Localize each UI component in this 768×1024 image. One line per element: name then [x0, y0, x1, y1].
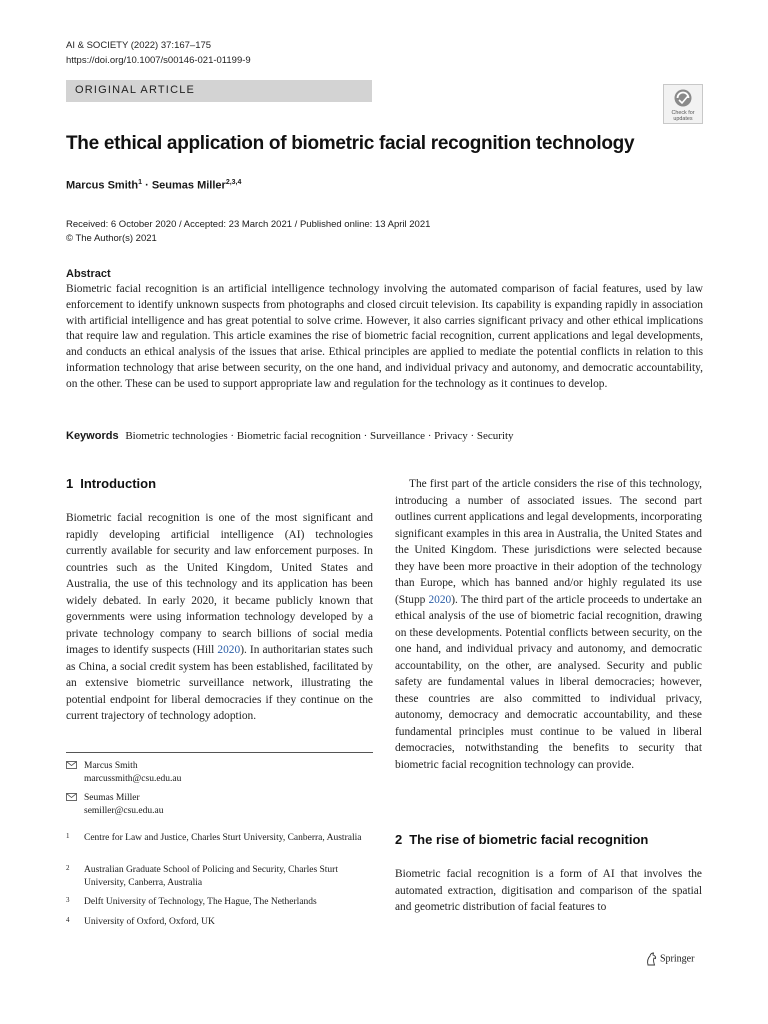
intro-paragraph	[66, 510, 373, 725]
affiliation-text: Australian Graduate School of Policing and Security, Charles Sturt University, Canberra, Australia	[84, 865, 338, 888]
section-number: 1	[66, 476, 74, 491]
affiliation-text: University of Oxford, Oxford, UK	[84, 917, 215, 927]
section-paragraph: Biometric facial recognition is a form of AI that involves the automated extraction, digitisation and comparison of the spatial and geometric distribution of facial features to	[395, 868, 702, 913]
doi-link[interactable]: https://doi.org/10.1007/s00146-021-01199-9	[66, 55, 251, 66]
keywords	[66, 430, 703, 442]
intro-paragraph	[395, 476, 702, 773]
affiliation-text: Delft University of Technology, The Hague, The Netherlands	[84, 897, 317, 907]
abstract-heading: Abstract	[66, 268, 111, 280]
publisher-name: Springer	[660, 953, 695, 965]
abstract-text: Biometric facial recognition is an artificial intelligence technology involving the automated comparison of facial features, used by law enforcement to identify unknown suspects from photographs and closed circuit television. Its capability is expanding rapidly in association with artificial intelligence and has great potential to solve crime. However, it also carries significant privacy and other ethical implications that require law and regulation. This article examines the rise of biometric facial recognition, current applications and legal developments, and conducts an ethical analysis of the issues that arise. Ethical principles are applied to mediate the potential conflicts in relation to this information technology that arise between security, on the one hand, and individual privacy and autonomy, and democratic accountability, on the other. These can be used to support appropriate law and regulation for the technology as it continues to develop.	[66, 283, 703, 390]
citation-link[interactable]: 2020	[217, 644, 241, 656]
paragraph-text: ). In authoritarian states such as China, a social credit system has been established, facilitated by an extensive biometric surveillance network, illustrating the potential endpoint for liberal democracies if they continue on the current trajectory of technology adoption.	[66, 644, 373, 722]
paragraph-text: The first part of the article considers the rise of this technology, introducing a number of associated issues. The second part outlines current applications and legal developments, incorporating significant examples in this area in Australia, the United States and the United Kingdom. These jurisdictions were selected because they have been more proactive in their adoption of the technology than Europe, which has banned and/or highly regulated its use (Stupp	[395, 478, 702, 606]
affiliation-text: Centre for Law and Justice, Charles Sturt University, Canberra, Australia	[84, 833, 362, 843]
springer-horse-icon	[645, 952, 657, 966]
citation-link[interactable]: 2020	[428, 593, 452, 606]
keywords-list: Biometric technologies · Biometric facial recognition · Surveillance · Privacy · Security	[125, 430, 514, 442]
badge-line-1: Check for	[671, 110, 695, 116]
author-separator: ·	[142, 179, 152, 192]
section-heading	[395, 832, 648, 847]
correspondence-name: Marcus Smith	[84, 761, 138, 771]
badge-line-2: updates	[673, 116, 693, 122]
section-title: Introduction	[80, 476, 157, 491]
article-type-banner	[66, 80, 372, 102]
affiliation-number: 3	[66, 896, 70, 904]
article-type-label: ORIGINAL ARTICLE	[75, 84, 196, 96]
section-number: 2	[395, 832, 403, 847]
paragraph-text: Biometric facial recognition is one of the most significant and rapidly developing artificial intelligence (AI) technologies currently available for security and law enforcement purposes. In countries such as the United Kingdom, United States and Australia, the use of this technology and its application has been widely debated. In early 2020, it became publicly known that governments were using information technology developed by a private technology company to search billions of social media images to identify suspects (Hill	[66, 512, 373, 656]
correspondence-email[interactable]: semiller@csu.edu.au	[84, 806, 164, 816]
correspondence-email[interactable]: marcussmith@csu.edu.au	[84, 774, 182, 784]
author-affiliation-mark: 1	[138, 179, 143, 186]
affiliation-number: 2	[66, 864, 70, 872]
keywords-label: Keywords	[66, 430, 119, 442]
publisher-logo	[645, 952, 694, 968]
envelope-icon	[66, 793, 77, 801]
envelope-icon	[66, 761, 77, 769]
history-dates: Received: 6 October 2020 / Accepted: 23 March 2021 / Published online: 13 April 2021	[66, 219, 431, 230]
check-for-updates-badge[interactable]	[663, 84, 703, 124]
author-list	[66, 179, 241, 192]
publication-dates	[66, 218, 430, 246]
paragraph-text: ). The third part of the article proceeds to undertake an ethical analysis of the use of biometric facial recognition, drawing on these developments. Potential conflicts between security, on the one hand, and individual privacy and autonomy, and democratic accountability, on the other, are analysed. Security and public safety are fundamental values in liberal democracies; however, these countries are also committed to individual privacy, autonomy, democracy and democratic accountability, and these fundamental principles must continue to be valued in liberal democracies, notwithstanding the benefits to security that biometric facial recognition technology can provide.	[395, 593, 702, 771]
affiliation-number: 4	[66, 916, 70, 924]
journal-citation: AI & SOCIETY (2022) 37:167–175	[66, 40, 212, 51]
correspondence-name: Seumas Miller	[84, 793, 140, 803]
affiliation-number: 1	[66, 832, 70, 840]
copyright-line: © The Author(s) 2021	[66, 233, 157, 244]
author-name[interactable]: Seumas Miller	[151, 179, 226, 192]
footnote-divider	[66, 752, 373, 753]
paper-title: The ethical application of biometric facial recognition technology	[66, 133, 635, 154]
section-title: The rise of biometric facial recognition	[409, 832, 649, 847]
author-name[interactable]: Marcus Smith	[66, 179, 139, 192]
author-affiliation-mark: 2,3,4	[225, 179, 242, 186]
check-for-updates-icon	[663, 84, 703, 124]
section-heading	[66, 476, 156, 491]
